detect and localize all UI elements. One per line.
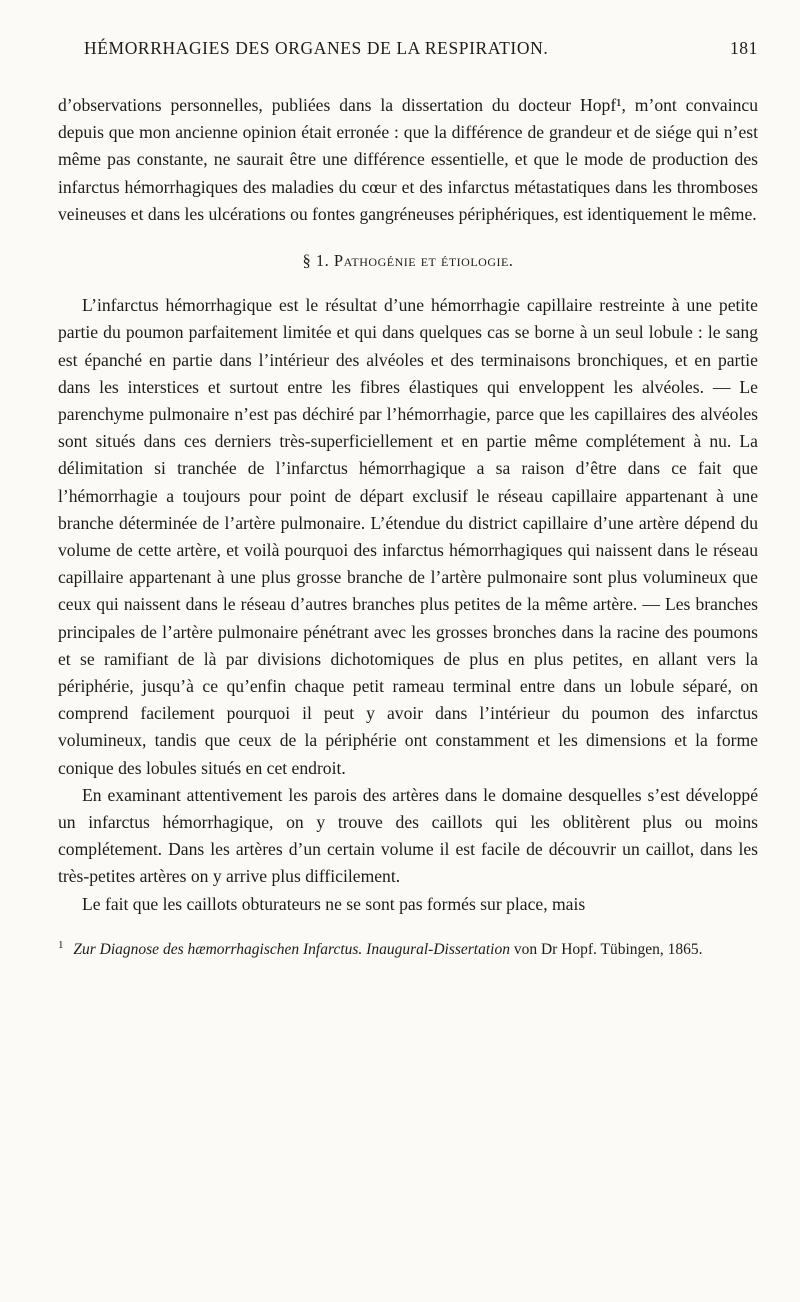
section-title: Pathogénie et étiologie. xyxy=(333,251,514,271)
section-mark: § 1. xyxy=(302,251,330,271)
footnote-title: Zur Diagnose des hæmorrhagischen Infarctus. Inaugural-Dissertation xyxy=(73,941,510,959)
section-heading xyxy=(58,247,758,274)
paragraph: En examinant attentivement les parois des artères dans le domaine desquelles s’est développé un infarctus hémorrhagique, on y trouve des caillots qui les oblitèrent plus ou moins complétement. Dans les artères d’un certain volume il est facile de découvrir un caillot, dans les très-petites artères on y arrive plus difficilement. xyxy=(58,784,758,887)
paragraph: Le fait que les caillots obturateurs ne se sont pas formés sur place, mais xyxy=(82,893,586,914)
paragraph: d’observations personnelles, publiées dans la dissertation du docteur Hopf¹, m’ont convaincu depuis que mon ancienne opinion était erronée : que la différence de grandeur et de siége qui n’est même pas constante, ne saurait être une différence essentielle, et que le mode de production des infarctus hémorrhagiques des maladies du cœur et des infarctus métastatiques dans les thromboses veineuses et dans les ulcérations ou fontes gangréneuses périphériques, est identiquement le même. xyxy=(58,95,758,224)
running-title: HÉMORRHAGIES DES ORGANES DE LA RESPIRATION. xyxy=(84,38,549,58)
footnote xyxy=(58,934,758,961)
page-number: 181 xyxy=(729,38,758,58)
footnote-rest: von Dr Hopf. Tübingen, 1865. xyxy=(513,941,703,959)
paragraph: L’infarctus hémorrhagique est le résultat d’une hémorrhagie capillaire restreinte à une petite partie du poumon parfaitement limitée et qui dans quelques cas se borne à un seul lobule : le sang est épanché en partie dans l’intérieur des alvéoles et des terminaisons bronchiques, et en partie dans les interstices et surtout entre les fibres élastiques qui enveloppent les alvéoles. — Le parenchyme pulmonaire n’est pas déchiré par l’hémorrhagie, parce que les capillaires des alvéoles sont situés dans ces derniers très-superficiellement et en partie même complétement à nu. La délimitation si tranchée de l’infarctus hémorrhagique a sa raison d’être dans ce fait que l’hémorrhagie a toujours pour point de départ exclusif le réseau capillaire appartenant à une branche déterminée de l’artère pulmonaire. L’étendue du district capillaire d’une artère dépend du volume de cette artère, et voilà pourquoi des infarctus hémorrhagiques qui naissent dans le réseau capillaire appartenant à une plus grosse branche de l’artère pulmonaire sont plus volumineux que ceux qui naissent dans le réseau d’autres branches plus petites de la même artère. — Les branches principales de l’artère pulmonaire pénétrant avec les grosses bronches dans la racine des poumons et se ramifiant de là par divisions dichotomiques de plus en plus petites, en allant vers la périphérie, jusqu’à ce qu’enfin chaque petit rameau terminal entre dans un lobule séparé, on comprend facilement pourquoi il peut y avoir dans l’intérieur du poumon des infarctus volumineux, tandis que ceux de la périphérie ont constamment et les dimensions et la forme conique des lobules situés en cet endroit. xyxy=(58,295,758,778)
footnote-number: 1 xyxy=(58,938,64,951)
running-header xyxy=(58,38,758,70)
book-page xyxy=(58,38,758,961)
body-text xyxy=(58,92,758,918)
